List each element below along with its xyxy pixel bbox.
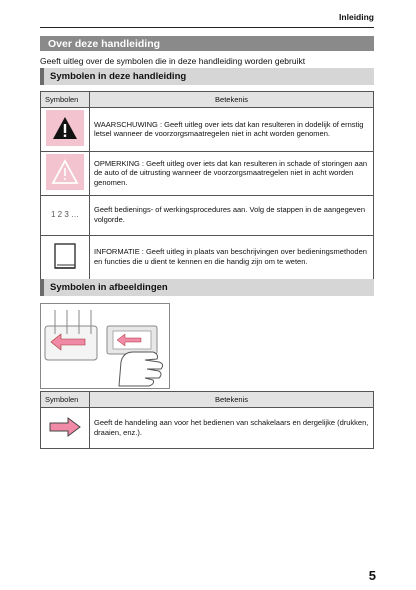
info-book-icon — [46, 238, 84, 274]
table-row — [41, 151, 374, 195]
meaning-cell: Geeft bedienings- of werkingsprocedures aan. Volg de stappen in de aangegeven volgorde. — [90, 195, 374, 235]
table-row — [41, 235, 374, 279]
symbol-cell — [41, 408, 90, 449]
section-title: Over deze handleiding — [40, 36, 374, 51]
symbols-table-illustrations — [40, 391, 374, 449]
column-header-meaning: Betekenis — [90, 92, 374, 108]
column-header-symbols: Symbolen — [41, 392, 90, 408]
table-header-row — [41, 392, 374, 408]
section-intro: Geeft uitleg over de symbolen die in deze handleiding worden gebruikt — [40, 56, 306, 66]
symbol-cell — [41, 195, 90, 235]
table-row — [41, 195, 374, 235]
column-header-symbols: Symbolen — [41, 92, 90, 108]
table-header-row — [41, 92, 374, 108]
page-number: 5 — [368, 568, 376, 583]
column-header-meaning: Betekenis — [90, 392, 374, 408]
pink-arrow-icon — [48, 417, 82, 437]
symbols-table-manual — [40, 91, 374, 280]
hand-pressing-switch-icon — [41, 304, 169, 388]
meaning-cell: WAARSCHUWING : Geeft uitleg over iets dat kan resulteren in dodelijk of ernstig letsel wanneer de voorzorgsmaatregelen niet in acht worden genomen. — [90, 108, 374, 152]
warning-triangle-icon — [46, 110, 84, 146]
meaning-cell: OPMERKING : Geeft uitleg over iets dat kan resulteren in schade of storingen aan de auto of de uitrusting wanneer de voorzorgsmaatregelen niet in acht worden genomen. — [90, 151, 374, 195]
symbol-cell — [41, 151, 90, 195]
meaning-cell: Geeft de handeling aan voor het bedienen van schakelaars en dergelijke (drukken, draaien, enz.). — [90, 408, 374, 449]
meaning-cell: INFORMATIE : Geeft uitleg in plaats van beschrijvingen over bedieningsmethoden en functies die u dient te kennen en die handig zijn om te weten. — [90, 235, 374, 279]
subsection-title-illustrations: Symbolen in afbeeldingen — [40, 279, 374, 296]
steps-icon: 1 2 3 … — [50, 210, 79, 219]
caution-triangle-icon — [46, 154, 84, 190]
symbol-cell — [41, 108, 90, 152]
table-row — [41, 108, 374, 152]
chapter-header: Inleiding — [339, 12, 374, 22]
subsection-title-manual: Symbolen in deze handleiding — [40, 68, 374, 85]
header-divider — [40, 27, 374, 28]
table-row — [41, 408, 374, 449]
switch-operation-illustration — [40, 303, 170, 389]
symbol-cell — [41, 235, 90, 279]
